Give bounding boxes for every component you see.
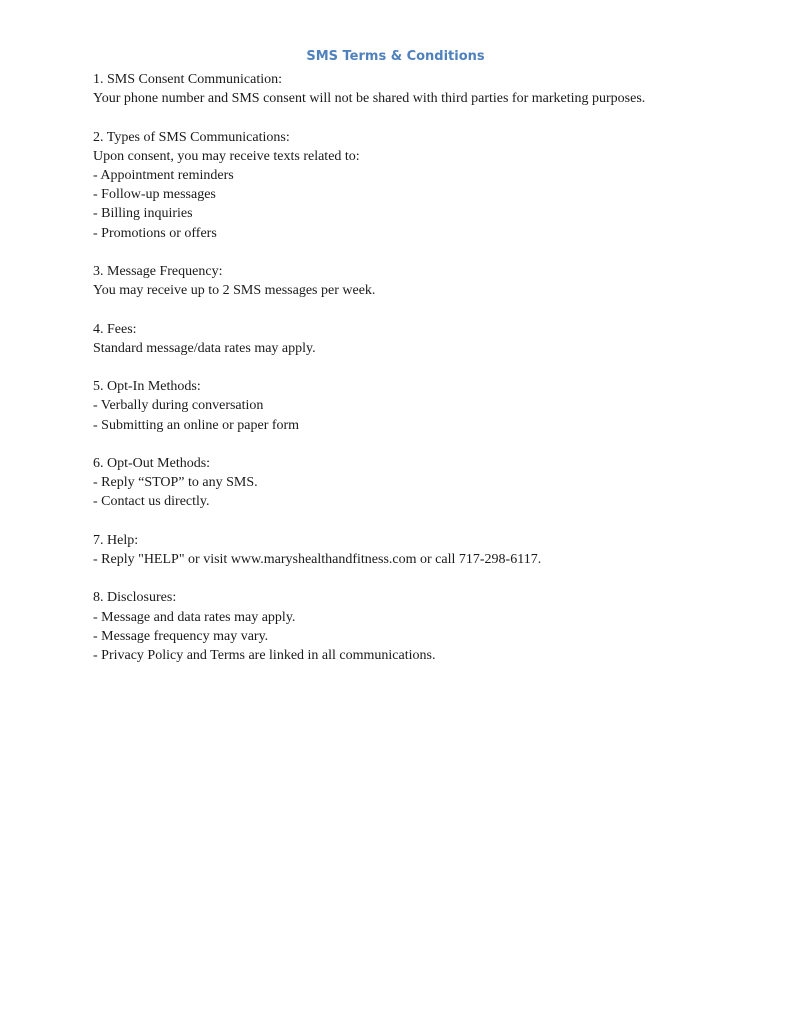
list-item: - Message and data rates may apply. bbox=[93, 609, 296, 625]
list-item: - Appointment reminders bbox=[93, 168, 234, 183]
section-text: Standard message/data rates may apply. bbox=[93, 340, 316, 356]
list-item: - Message frequency may vary. bbox=[93, 628, 269, 644]
list-item: - Reply "HELP" or visit www.maryshealthandfitness.com or call 717-298-6117. bbox=[93, 551, 542, 567]
list-item: - Reply “STOP” to any SMS. bbox=[93, 475, 258, 491]
list-item: - Verbally during conversation bbox=[93, 398, 264, 414]
list-item: - Follow-up messages bbox=[93, 187, 216, 203]
list-item: - Contact us directly. bbox=[93, 494, 210, 510]
section-heading: 1. SMS Consent Communication: bbox=[93, 72, 283, 87]
section-disclosures bbox=[93, 588, 753, 665]
section-opt-in-methods bbox=[93, 377, 753, 435]
list-item: - Billing inquiries bbox=[93, 206, 193, 222]
section-heading: 6. Opt-Out Methods: bbox=[93, 455, 211, 471]
list-item: - Privacy Policy and Terms are linked in all communications. bbox=[93, 647, 436, 663]
section-text: Upon consent, you may receive texts related to: bbox=[93, 148, 360, 164]
section-heading: 7. Help: bbox=[93, 532, 139, 548]
page-title: SMS Terms & Conditions bbox=[306, 49, 485, 64]
list-item: - Submitting an online or paper form bbox=[93, 417, 300, 433]
section-sms-consent bbox=[93, 70, 753, 108]
section-text: You may receive up to 2 SMS messages per week. bbox=[93, 283, 376, 299]
list-item: - Promotions or offers bbox=[93, 225, 217, 241]
document-body bbox=[93, 70, 753, 684]
section-heading: 3. Message Frequency: bbox=[93, 264, 223, 279]
section-heading: 8. Disclosures: bbox=[93, 590, 177, 606]
section-heading: 5. Opt-In Methods: bbox=[93, 379, 201, 395]
section-text: Your phone number and SMS consent will not be shared with third parties for marketing purposes. bbox=[93, 91, 646, 107]
section-heading: 2. Types of SMS Communications: bbox=[93, 129, 290, 145]
section-heading: 4. Fees: bbox=[93, 321, 137, 337]
section-help bbox=[93, 531, 753, 569]
section-types-of-sms bbox=[93, 128, 753, 243]
section-message-frequency bbox=[93, 262, 753, 300]
section-fees bbox=[93, 320, 753, 358]
section-opt-out-methods bbox=[93, 454, 753, 512]
